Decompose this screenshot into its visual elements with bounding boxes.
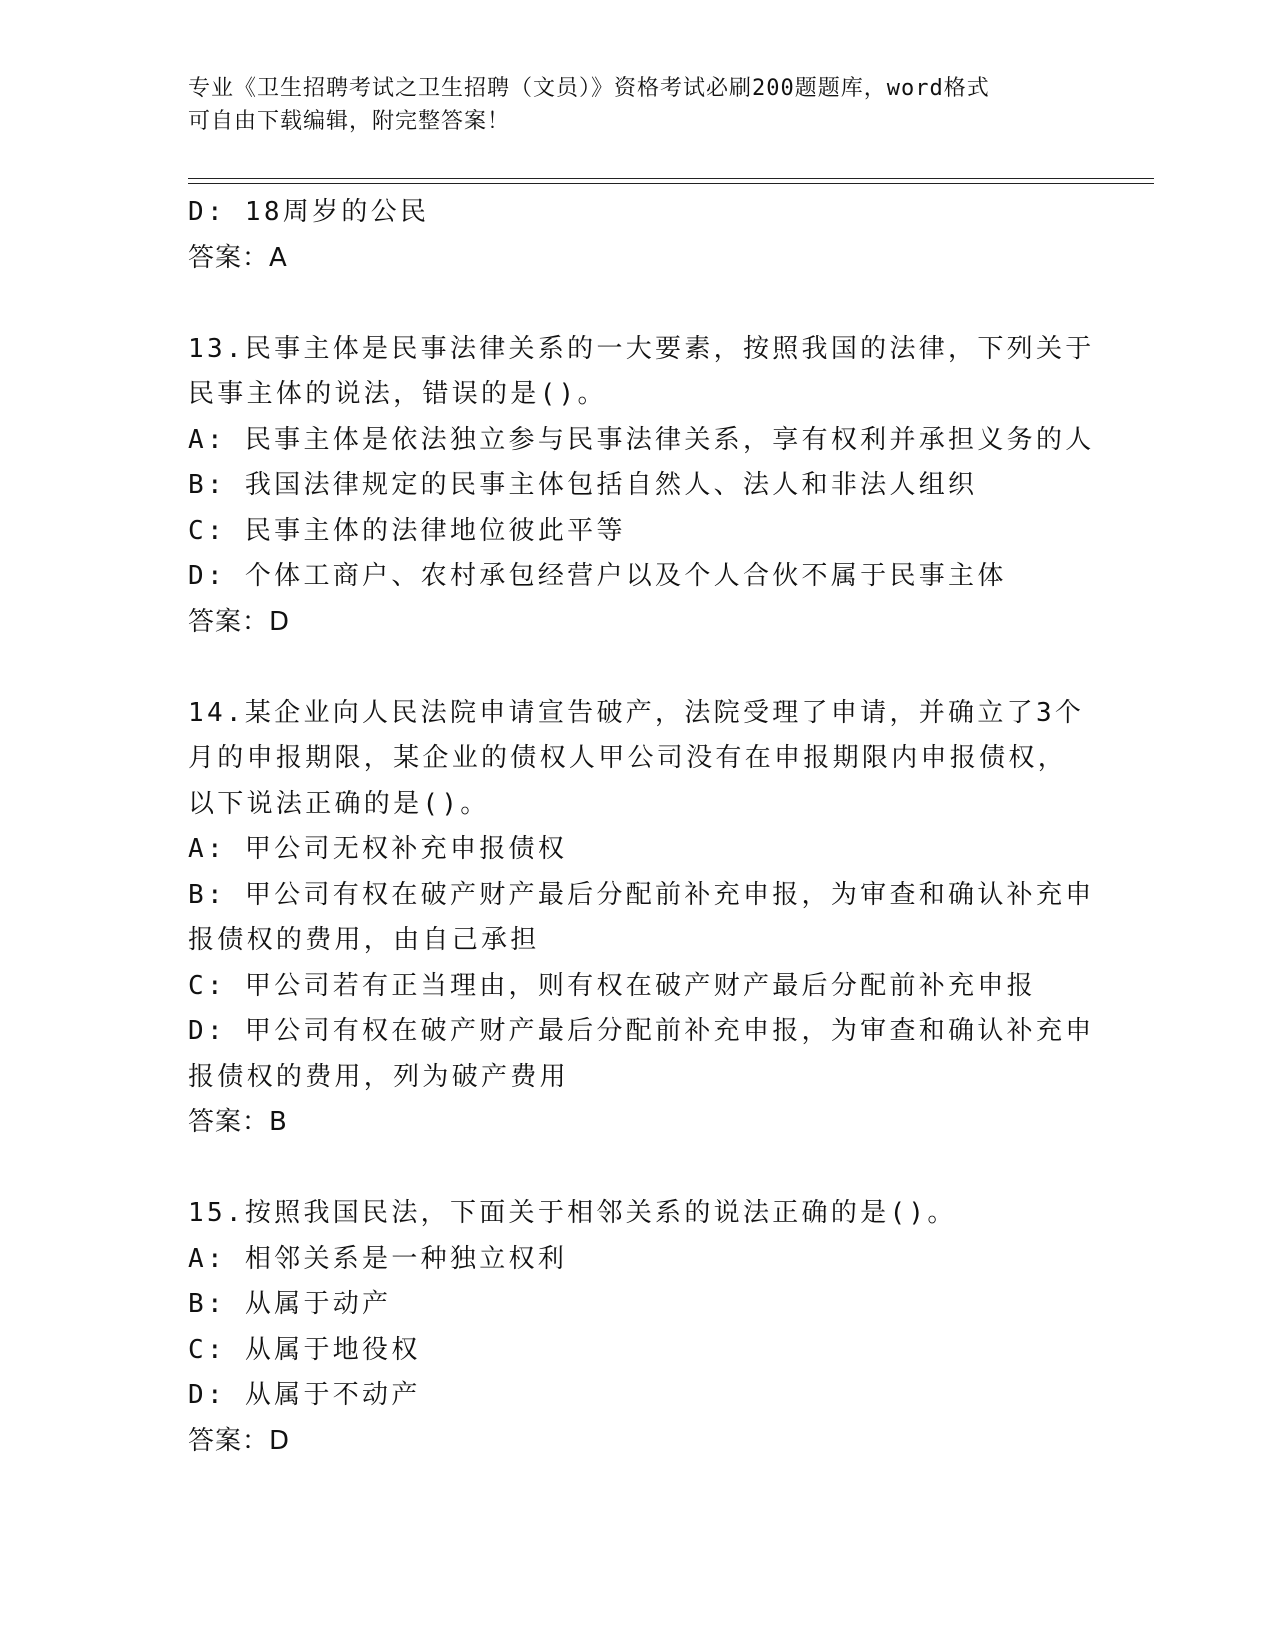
question-stem: 13.民事主体是民事法律关系的一大要素，按照我国的法律，下列关于 [188, 333, 1095, 364]
answer-line: 答案：B [188, 1107, 288, 1137]
option-d: D: 个体工商户、农村承包经营户以及个人合伙不属于民事主体 [188, 561, 1007, 591]
question-block-13 [188, 327, 1095, 646]
question-stem: 月的申报期限，某企业的债权人甲公司没有在申报期限内申报债权， [188, 743, 1068, 773]
option-c: C: 甲公司若有正当理由，则有权在破产财产最后分配前补充申报 [188, 970, 1036, 1001]
answer-line: 答案：D [188, 606, 291, 637]
option-a: A: 甲公司无权补充申报债权 [188, 834, 568, 864]
spacer [188, 281, 1088, 327]
question-block-15 [188, 1191, 1088, 1464]
question-list [188, 190, 1095, 1464]
header-title-line-1: 专业《卫生招聘考试之卫生招聘（文员）》资格考试必刷200题题库，word格式 [188, 76, 990, 101]
option-a: A: 民事主体是依法独立参与民事法律关系，享有权利并承担义务的人 [188, 424, 1095, 455]
question-block-14 [188, 691, 1095, 1146]
option-b: 报债权的费用，由自己承担 [188, 925, 540, 955]
option-a: A: 相邻关系是一种独立权利 [188, 1243, 568, 1274]
option-d: 报债权的费用，列为破产费用 [188, 1061, 569, 1092]
spacer [188, 645, 1088, 691]
question-stem: 以下说法正确的是()。 [188, 788, 490, 819]
document-header [188, 72, 1088, 138]
option-d: D: 从属于不动产 [188, 1380, 421, 1410]
option-b: B: 我国法律规定的民事主体包括自然人、法人和非法人组织 [188, 470, 978, 500]
question-stem: 15.按照我国民法，下面关于相邻关系的说法正确的是()。 [188, 1198, 957, 1228]
question-stem: 14.某企业向人民法院申请宣告破产，法院受理了申请，并确立了3个 [188, 697, 1085, 728]
question-stem: 民事主体的说法，错误的是()。 [188, 379, 607, 409]
option-c: C: 从属于地役权 [188, 1334, 421, 1365]
option-b: B: 甲公司有权在破产财产最后分配前补充申报，为审查和确认补充申 [188, 879, 1095, 910]
option-c: C: 民事主体的法律地位彼此平等 [188, 515, 626, 546]
answer-line: 答案：D [188, 1425, 291, 1456]
header-title-line-2: 可自由下载编辑，附完整答案！ [188, 109, 511, 134]
question-block-12 [188, 190, 1088, 281]
option-d: D: 18周岁的公民 [188, 197, 430, 227]
answer-line: 答案：A [188, 242, 288, 273]
option-d: D: 甲公司有权在破产财产最后分配前补充申报，为审查和确认补充申 [188, 1016, 1095, 1046]
spacer [188, 1146, 1088, 1192]
header-divider-top [188, 178, 1154, 179]
option-b: B: 从属于动产 [188, 1289, 392, 1319]
header-divider-bottom [188, 183, 1154, 184]
